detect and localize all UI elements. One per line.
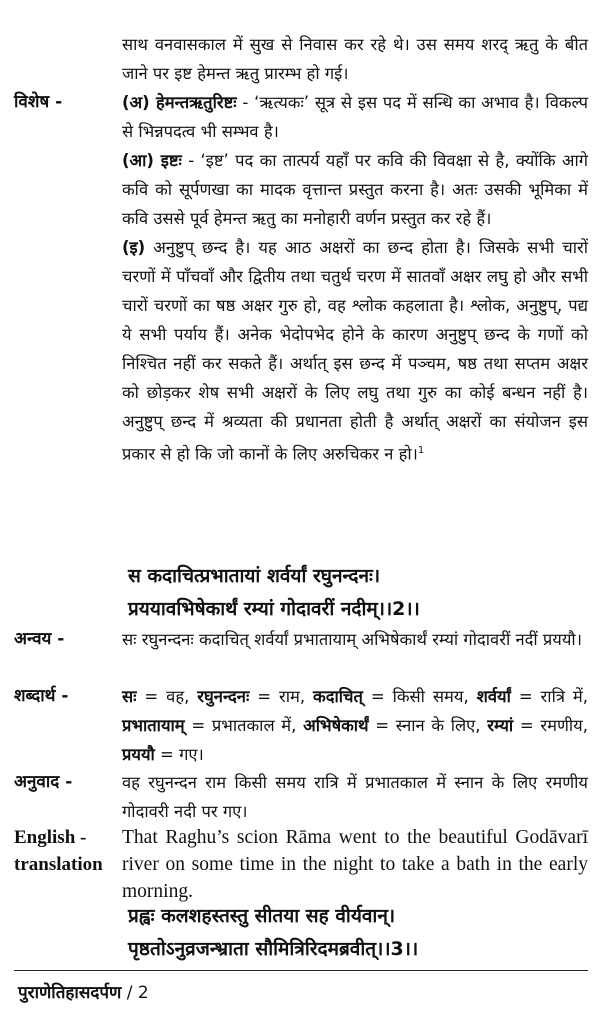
meaning-7: = रमणीय,	[513, 716, 588, 735]
word-3: कदाचित्	[313, 687, 363, 706]
vishesh-section	[14, 88, 588, 469]
footer-separator: /	[121, 983, 138, 1003]
word-1: सः	[122, 687, 137, 706]
shabdarth-label: शब्दार्थ -	[14, 686, 69, 706]
word-7: रम्यां	[487, 716, 514, 735]
anuvad-text: वह रघुनन्दन राम किसी समय रात्रि में प्रभातकाल में स्नान के लिए रमणीय गोदावरी नदी पर गए।	[122, 773, 588, 821]
note-a-heading: (अ) हेमन्तऋतुरिष्टः	[122, 93, 237, 112]
english-label	[14, 824, 122, 905]
english-section	[14, 824, 588, 905]
meaning-5: = प्रभातकाल में,	[184, 716, 304, 735]
verse-3-line-2: पृष्ठतोऽनुव्रजन्भ्राता सौमित्रिरिदमब्रवीत्।।3।।	[128, 938, 419, 960]
vishesh-note-a	[122, 88, 588, 146]
page-number: 2	[137, 983, 149, 1003]
note-i-heading: (इ)	[122, 238, 146, 257]
anvay-text: सः रघुनन्दनः कदाचित् शर्वर्यां प्रभातायाम् अभिषेकार्थं रम्यां गोदावरीं नदीं प्रययौ।	[122, 630, 582, 649]
meaning-8: = गए।	[154, 745, 204, 764]
vishesh-note-i	[122, 233, 588, 469]
anuvad-section	[14, 768, 588, 826]
shabdarth-section	[14, 682, 588, 769]
meaning-3: = किसी समय,	[362, 687, 477, 706]
verse-2-line-1: स कदाचित्प्रभातायां शर्वर्यां रघुनन्दनः।	[128, 565, 381, 587]
note-a-text: - ‘ऋत्यकः’ सूत्र से इस पद में सन्धि का अभाव है। विकल्प से भिन्नपदत्व भी सम्भव है।	[122, 93, 588, 141]
note-i-text: अनुष्टुप् छन्द है। यह आठ अक्षरों का छन्द होता है। जिसके सभी चारों चरणों में पाँचवाँ और द्वितीय तथा चतुर्थ चरण में सातवाँ अक्षर लघु हो और सभी चारों चरणों का षष्ठ अक्षर गुरु हो, वह श्लोक कहलाता है। श्लोक, अनुष्टुप्, पद्य ये सभी पर्याय हैं। अनेक भेदोपभेद होने के कारण अनुष्टुप् छन्द के गणों को निश्चित नहीं कर सकते हैं। अर्थात् इस छन्द में पञ्चम, षष्ठ तथा सप्तम अक्षर को छोड़कर शेष सभी अक्षरों के लिए लघु तथा गुरु का कोई बन्धन नहीं है। अनुष्टुप् छन्द में श्रव्यता की प्रधानता होती है अर्थात् अक्षरों का संयोजन इस प्रकार से हो कि जो कानों के लिए अरुचिकर न हो।	[122, 238, 588, 464]
note-aa-heading: (आ) इष्टः	[122, 151, 182, 170]
vishesh-content	[122, 88, 588, 469]
word-4: शर्वर्यां	[476, 687, 511, 706]
verse-3-line-1: प्रह्वः कलशहस्तस्तु सीतया सह वीर्यवान्।	[128, 905, 396, 927]
meaning-4: = रात्रि में,	[510, 687, 588, 706]
verse-2-line-2: प्रययावभिषेकार्थं रम्यां गोदावरीं नदीम्।।2।।	[128, 598, 420, 620]
anvay-label: अन्वय -	[14, 629, 65, 649]
shabdarth-content	[122, 682, 588, 769]
book-title: पुराणेतिहासदर्पण	[18, 983, 122, 1003]
vishesh-note-aa	[122, 146, 588, 233]
meaning-2: = राम,	[249, 687, 314, 706]
anuvad-label: अनुवाद -	[14, 772, 73, 792]
meaning-6: = स्नान के लिए,	[368, 716, 488, 735]
note-aa-text: - ‘इष्ट’ पद का तात्पर्य यहाँ पर कवि की विवक्षा से है, क्योंकि आगे कवि को सूर्पणखा का मादक वृत्तान्त प्रस्तुत करना है। अतः उसकी भूमिका में कवि उससे पूर्व हेमन्त ऋतु का मनोहारी वर्णन प्रस्तुत कर रहे हैं।	[122, 151, 589, 228]
vishesh-label: विशेष -	[14, 92, 63, 112]
meaning-1: = वह,	[136, 687, 198, 706]
english-label-line-2: translation	[14, 854, 103, 875]
word-5: प्रभातायाम्	[122, 716, 185, 735]
intro-paragraph	[122, 30, 588, 88]
footnote-marker: 1	[417, 445, 425, 456]
word-8: प्रययौ	[122, 745, 155, 764]
word-2: रघुनन्दनः	[197, 687, 250, 706]
english-label-line-1: English -	[14, 827, 87, 848]
intro-text: साथ वनवासकाल में सुख से निवास कर रहे थे। उस समय शरद् ऋतु के बीत जाने पर इष्ट हेमन्त ऋतु प्रारम्भ हो गई।	[122, 35, 588, 83]
page-footer	[18, 980, 149, 1006]
intro-row	[14, 30, 588, 88]
footer-divider	[14, 970, 588, 971]
intro-label-spacer	[14, 30, 122, 88]
anvay-section	[14, 625, 588, 654]
word-6: अभिषेकार्थं	[303, 716, 369, 735]
english-translation-text: That Raghu’s scion Rāma went to the beautiful Godāvarī river on some time in the night to take a bath in the early morning.	[122, 827, 588, 902]
